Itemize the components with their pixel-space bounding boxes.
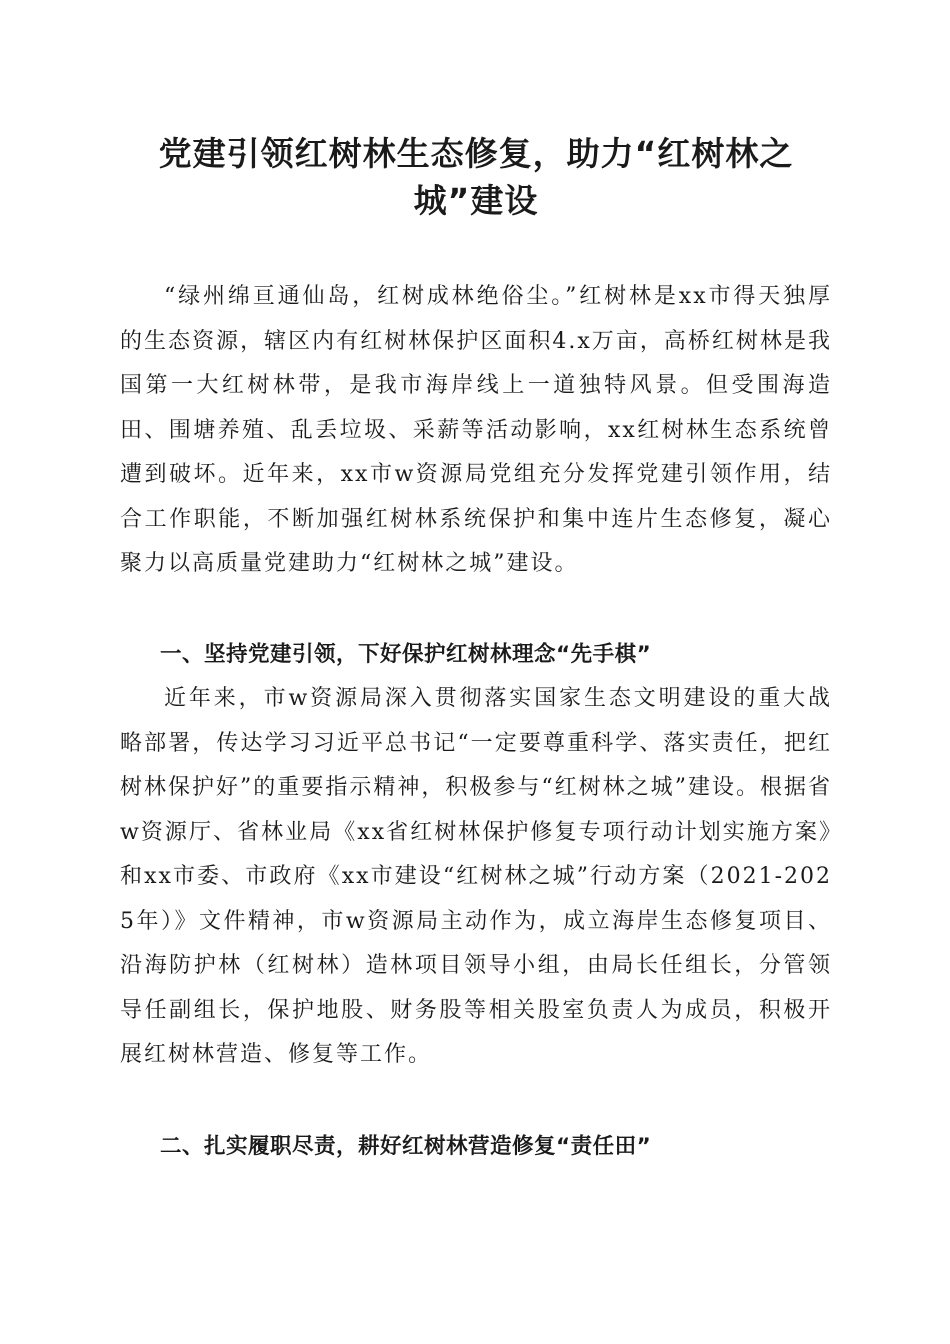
section-heading-1: 一、坚持党建引领，下好保护红树林理念“先手棋” xyxy=(160,642,652,667)
document-title: 党建引领红树林生态修复，助力“红树林之城”建设 xyxy=(158,134,794,220)
section-1-paragraph: 近年来，市w资源局深入贯彻落实国家生态文明建设的重大战略部署，传达学习习近平总书记“一定要尊重科学、落实责任，把红树林保护好”的重要指示精神，积极参与“红树林之城”建设。根据省w资源厅、省林业局《xx省红树林保护修复专项行动计划实施方案》和xx市委、市政府《xx市建设“红树林之城”行动方案（2021-2025年）》文件精神，市w资源局主动作为，成立海岸生态修复项目、沿海防护林（红树林）造林项目领导小组，由局长任组长，分管领导任副组长，保护地股、财务股等相关股室负责人为成员，积极开展红树林营造、修复等工作。 xyxy=(120,686,832,1067)
section-heading-2: 二、扎实履职尽责，耕好红树林营造修复“责任田” xyxy=(160,1134,652,1159)
intro-paragraph: “绿州绵亘通仙岛，红树成林绝俗尘。”红树林是xx市得天独厚的生态资源，辖区内有红树林保护区面积4.x万亩，高桥红树林是我国第一大红树林带，是我市海岸线上一道独特风景。但受围海造田、围塘养殖、乱丢垃圾、采薪等活动影响，xx红树林生态系统曾遭到破坏。近年来，xx市w资源局党组充分发挥党建引领作用，结合工作职能，不断加强红树林系统保护和集中连片生态修复，凝心聚力以高质量党建助力“红树林之城”建设。 xyxy=(120,284,832,576)
